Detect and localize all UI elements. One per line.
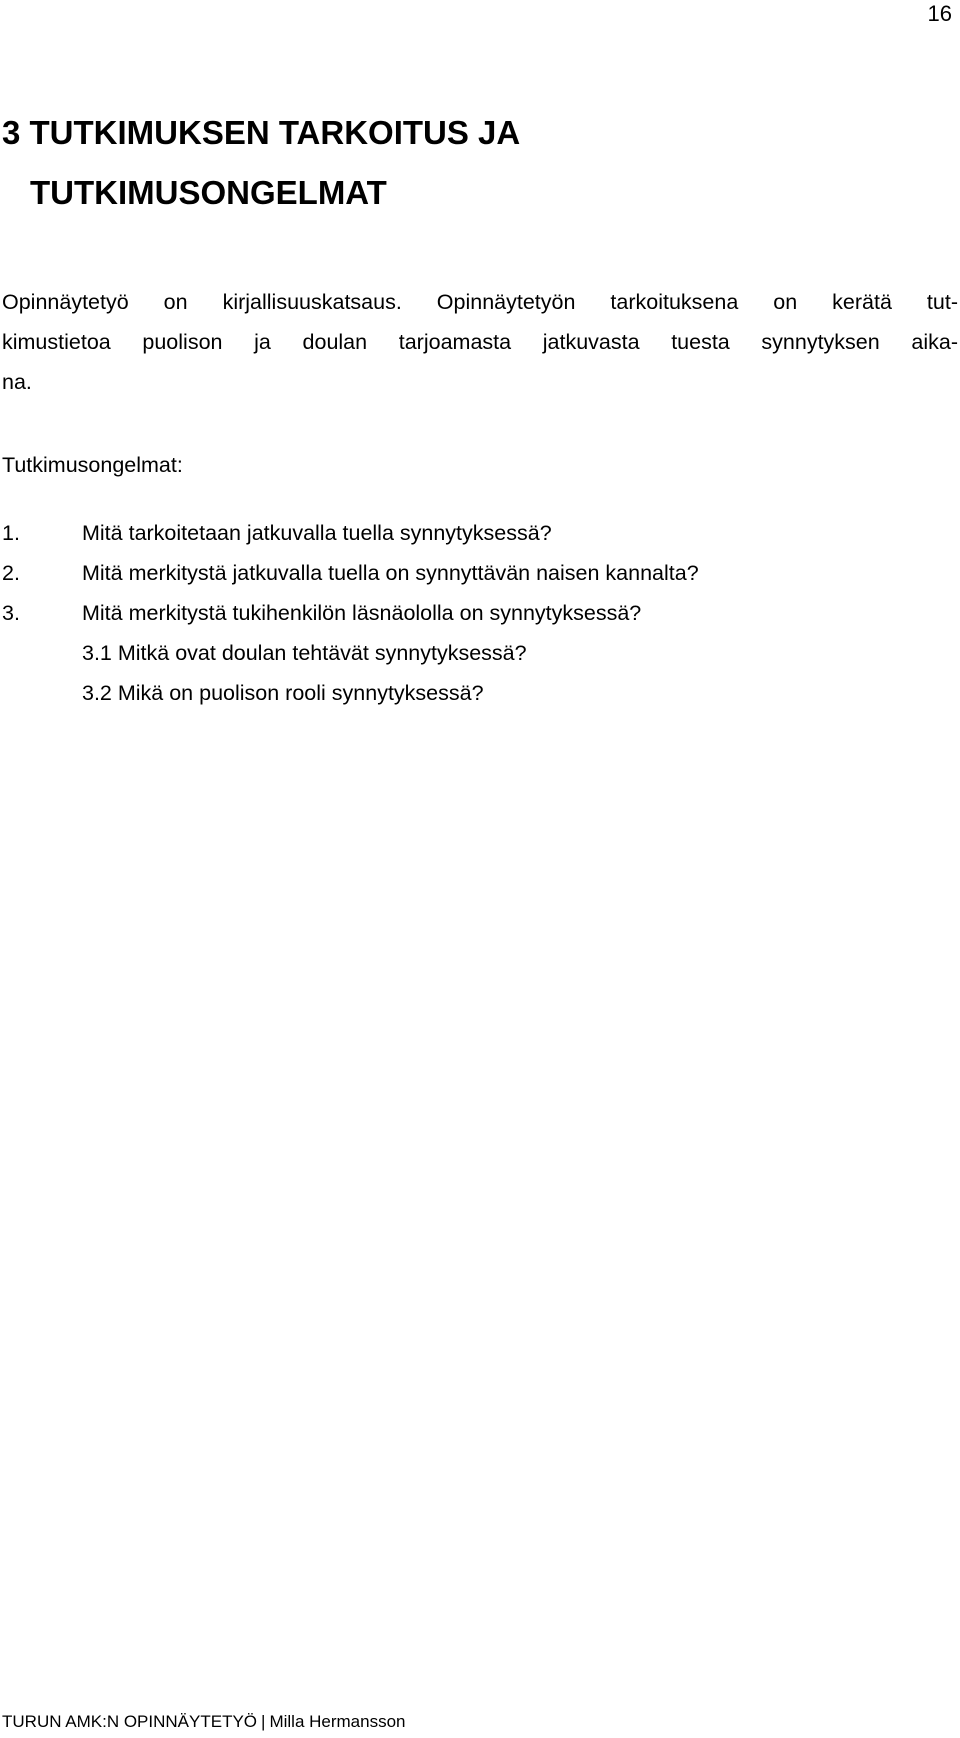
- list-item-number: 2.: [2, 561, 20, 585]
- page-footer: [2, 1710, 406, 1734]
- research-problems-list: [2, 513, 699, 713]
- paragraph-line-1: Opinnäytetyö on kirjallisuuskatsaus. Opinnäytetyön tarkoituksena on kerätä tut-: [2, 290, 958, 314]
- sub-list-item-text: 3.1 Mitkä ovat doulan tehtävät synnytyksessä?: [82, 641, 527, 665]
- footer-author: Milla Hermansson: [269, 1712, 406, 1731]
- paragraph-line-2: kimustietoa puolison ja doulan tarjoamasta jatkuvasta tuesta synnytyksen aika-: [2, 330, 958, 354]
- list-item-text: Mitä tarkoitetaan jatkuvalla tuella synnytyksessä?: [82, 521, 552, 545]
- list-item-number: 3.: [2, 601, 20, 625]
- footer-separator: |: [261, 1712, 266, 1731]
- list-item: [2, 553, 699, 593]
- research-problems-label: Tutkimusongelmat:: [2, 453, 183, 477]
- paragraph-line-3: na.: [2, 370, 32, 394]
- intro-paragraph: [2, 282, 958, 402]
- list-item: [2, 513, 699, 553]
- list-item: [2, 593, 699, 633]
- list-item-text: Mitä merkitystä jatkuvalla tuella on synnyttävän naisen kannalta?: [82, 561, 699, 585]
- chapter-heading-line-1: 3 TUTKIMUKSEN TARKOITUS JA: [2, 114, 521, 151]
- list-item-text: Mitä merkitystä tukihenkilön läsnäololla on synnytyksessä?: [82, 601, 642, 625]
- list-item-number: 1.: [2, 521, 20, 545]
- sub-list-item-text: 3.2 Mikä on puolison rooli synnytyksessä?: [82, 681, 484, 705]
- chapter-heading: [2, 103, 520, 223]
- sub-list-item: [2, 633, 699, 673]
- sub-list-item: [2, 673, 699, 713]
- footer-institution: TURUN AMK:N OPINNÄYTETYÖ: [2, 1712, 258, 1731]
- page-number: 16: [927, 1, 952, 26]
- chapter-heading-line-2: TUTKIMUSONGELMAT: [30, 174, 387, 211]
